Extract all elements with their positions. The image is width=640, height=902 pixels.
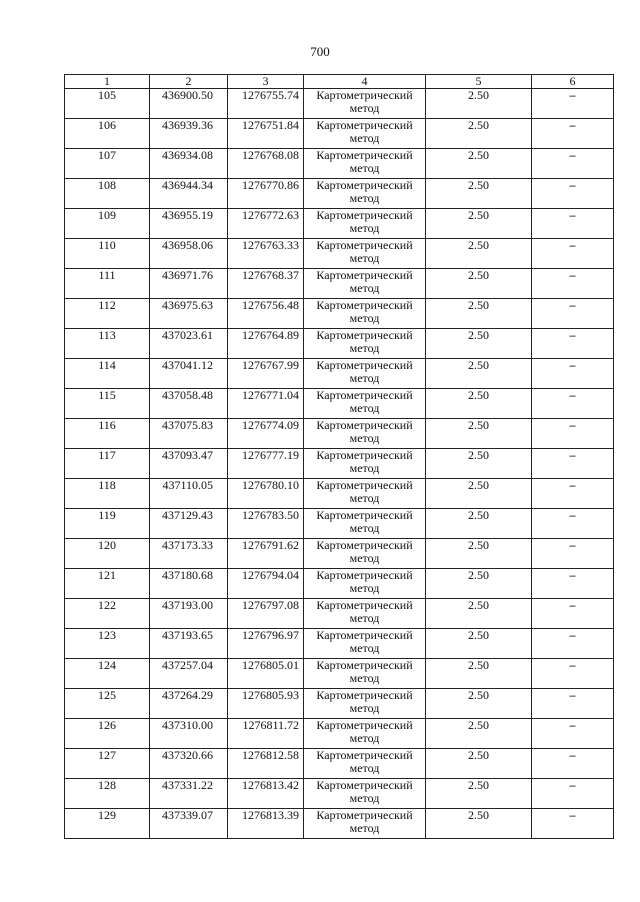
accuracy-cell: 2.50: [426, 449, 532, 479]
table-row: [65, 689, 614, 719]
y-coordinate-cell: 1276780.10: [228, 479, 304, 509]
description-cell: –: [532, 659, 614, 689]
y-coordinate-cell: 1276764.89: [228, 329, 304, 359]
x-coordinate-cell: 437173.33: [150, 539, 228, 569]
point-number-cell: 107: [65, 149, 150, 179]
column-header: 3: [228, 75, 304, 89]
description-cell: –: [532, 629, 614, 659]
table-row: [65, 509, 614, 539]
point-number-cell: 119: [65, 509, 150, 539]
x-coordinate-cell: 437339.07: [150, 809, 228, 839]
accuracy-cell: 2.50: [426, 359, 532, 389]
method-cell: Картометрический метод: [304, 719, 426, 749]
x-coordinate-cell: 436955.19: [150, 209, 228, 239]
table-row: [65, 389, 614, 419]
accuracy-cell: 2.50: [426, 419, 532, 449]
point-number-cell: 126: [65, 719, 150, 749]
table-row: [65, 419, 614, 449]
x-coordinate-cell: 436975.63: [150, 299, 228, 329]
description-cell: –: [532, 89, 614, 119]
x-coordinate-cell: 436939.36: [150, 119, 228, 149]
point-number-cell: 105: [65, 89, 150, 119]
accuracy-cell: 2.50: [426, 209, 532, 239]
accuracy-cell: 2.50: [426, 299, 532, 329]
table-row: [65, 749, 614, 779]
table-body: [65, 89, 614, 839]
point-number-cell: 124: [65, 659, 150, 689]
x-coordinate-cell: 437264.29: [150, 689, 228, 719]
y-coordinate-cell: 1276756.48: [228, 299, 304, 329]
point-number-cell: 117: [65, 449, 150, 479]
table-row: [65, 599, 614, 629]
method-cell: Картометрический метод: [304, 239, 426, 269]
description-cell: –: [532, 389, 614, 419]
accuracy-cell: 2.50: [426, 569, 532, 599]
accuracy-cell: 2.50: [426, 659, 532, 689]
accuracy-cell: 2.50: [426, 539, 532, 569]
table-row: [65, 149, 614, 179]
y-coordinate-cell: 1276813.42: [228, 779, 304, 809]
y-coordinate-cell: 1276805.93: [228, 689, 304, 719]
table-row: [65, 209, 614, 239]
y-coordinate-cell: 1276767.99: [228, 359, 304, 389]
table-row: [65, 359, 614, 389]
y-coordinate-cell: 1276794.04: [228, 569, 304, 599]
x-coordinate-cell: 437129.43: [150, 509, 228, 539]
description-cell: –: [532, 569, 614, 599]
x-coordinate-cell: 436934.08: [150, 149, 228, 179]
x-coordinate-cell: 437041.12: [150, 359, 228, 389]
y-coordinate-cell: 1276751.84: [228, 119, 304, 149]
accuracy-cell: 2.50: [426, 779, 532, 809]
method-cell: Картометрический метод: [304, 779, 426, 809]
description-cell: –: [532, 119, 614, 149]
point-number-cell: 122: [65, 599, 150, 629]
x-coordinate-cell: 437193.00: [150, 599, 228, 629]
x-coordinate-cell: 436958.06: [150, 239, 228, 269]
description-cell: –: [532, 209, 614, 239]
description-cell: –: [532, 359, 614, 389]
y-coordinate-cell: 1276771.04: [228, 389, 304, 419]
description-cell: –: [532, 329, 614, 359]
y-coordinate-cell: 1276763.33: [228, 239, 304, 269]
y-coordinate-cell: 1276768.37: [228, 269, 304, 299]
description-cell: –: [532, 749, 614, 779]
table-row: [65, 629, 614, 659]
description-cell: –: [532, 449, 614, 479]
table-row: [65, 809, 614, 839]
x-coordinate-cell: 437180.68: [150, 569, 228, 599]
x-coordinate-cell: 437257.04: [150, 659, 228, 689]
accuracy-cell: 2.50: [426, 809, 532, 839]
accuracy-cell: 2.50: [426, 119, 532, 149]
table-row: [65, 479, 614, 509]
table-row: [65, 569, 614, 599]
x-coordinate-cell: 437110.05: [150, 479, 228, 509]
x-coordinate-cell: 436944.34: [150, 179, 228, 209]
method-cell: Картометрический метод: [304, 539, 426, 569]
column-header: 5: [426, 75, 532, 89]
page-number: 700: [310, 44, 330, 59]
point-number-cell: 112: [65, 299, 150, 329]
table-row: [65, 239, 614, 269]
method-cell: Картометрический метод: [304, 179, 426, 209]
method-cell: Картометрический метод: [304, 329, 426, 359]
column-header: 4: [304, 75, 426, 89]
table-row: [65, 719, 614, 749]
accuracy-cell: 2.50: [426, 329, 532, 359]
table-row: [65, 449, 614, 479]
method-cell: Картометрический метод: [304, 659, 426, 689]
point-number-cell: 129: [65, 809, 150, 839]
table-header-row: [65, 75, 614, 89]
accuracy-cell: 2.50: [426, 179, 532, 209]
description-cell: –: [532, 689, 614, 719]
x-coordinate-cell: 436900.50: [150, 89, 228, 119]
accuracy-cell: 2.50: [426, 629, 532, 659]
accuracy-cell: 2.50: [426, 89, 532, 119]
point-number-cell: 127: [65, 749, 150, 779]
method-cell: Картометрический метод: [304, 509, 426, 539]
point-number-cell: 121: [65, 569, 150, 599]
point-number-cell: 115: [65, 389, 150, 419]
y-coordinate-cell: 1276797.08: [228, 599, 304, 629]
description-cell: –: [532, 539, 614, 569]
table-row: [65, 329, 614, 359]
accuracy-cell: 2.50: [426, 749, 532, 779]
point-number-cell: 110: [65, 239, 150, 269]
method-cell: Картометрический метод: [304, 569, 426, 599]
table-row: [65, 779, 614, 809]
y-coordinate-cell: 1276796.97: [228, 629, 304, 659]
point-number-cell: 123: [65, 629, 150, 659]
table-row: [65, 269, 614, 299]
x-coordinate-cell: 436971.76: [150, 269, 228, 299]
x-coordinate-cell: 437023.61: [150, 329, 228, 359]
y-coordinate-cell: 1276755.74: [228, 89, 304, 119]
accuracy-cell: 2.50: [426, 239, 532, 269]
description-cell: –: [532, 509, 614, 539]
x-coordinate-cell: 437320.66: [150, 749, 228, 779]
method-cell: Картометрический метод: [304, 209, 426, 239]
method-cell: Картометрический метод: [304, 149, 426, 179]
y-coordinate-cell: 1276791.62: [228, 539, 304, 569]
description-cell: –: [532, 809, 614, 839]
point-number-cell: 114: [65, 359, 150, 389]
method-cell: Картометрический метод: [304, 689, 426, 719]
method-cell: Картометрический метод: [304, 749, 426, 779]
x-coordinate-cell: 437310.00: [150, 719, 228, 749]
point-number-cell: 108: [65, 179, 150, 209]
table-row: [65, 659, 614, 689]
accuracy-cell: 2.50: [426, 599, 532, 629]
y-coordinate-cell: 1276768.08: [228, 149, 304, 179]
accuracy-cell: 2.50: [426, 479, 532, 509]
accuracy-cell: 2.50: [426, 689, 532, 719]
x-coordinate-cell: 437093.47: [150, 449, 228, 479]
description-cell: –: [532, 419, 614, 449]
description-cell: –: [532, 479, 614, 509]
point-number-cell: 109: [65, 209, 150, 239]
description-cell: –: [532, 299, 614, 329]
x-coordinate-cell: 437075.83: [150, 419, 228, 449]
description-cell: –: [532, 179, 614, 209]
point-number-cell: 125: [65, 689, 150, 719]
accuracy-cell: 2.50: [426, 389, 532, 419]
y-coordinate-cell: 1276805.01: [228, 659, 304, 689]
method-cell: Картометрический метод: [304, 599, 426, 629]
description-cell: –: [532, 269, 614, 299]
x-coordinate-cell: 437193.65: [150, 629, 228, 659]
description-cell: –: [532, 239, 614, 269]
method-cell: Картометрический метод: [304, 299, 426, 329]
method-cell: Картометрический метод: [304, 809, 426, 839]
method-cell: Картометрический метод: [304, 389, 426, 419]
y-coordinate-cell: 1276770.86: [228, 179, 304, 209]
y-coordinate-cell: 1276777.19: [228, 449, 304, 479]
method-cell: Картометрический метод: [304, 89, 426, 119]
x-coordinate-cell: 437058.48: [150, 389, 228, 419]
method-cell: Картометрический метод: [304, 359, 426, 389]
coordinates-table: [64, 74, 614, 839]
y-coordinate-cell: 1276812.58: [228, 749, 304, 779]
point-number-cell: 118: [65, 479, 150, 509]
table-row: [65, 89, 614, 119]
x-coordinate-cell: 437331.22: [150, 779, 228, 809]
accuracy-cell: 2.50: [426, 269, 532, 299]
accuracy-cell: 2.50: [426, 509, 532, 539]
table-row: [65, 119, 614, 149]
column-header: 6: [532, 75, 614, 89]
y-coordinate-cell: 1276811.72: [228, 719, 304, 749]
y-coordinate-cell: 1276774.09: [228, 419, 304, 449]
column-header: 1: [65, 75, 150, 89]
description-cell: –: [532, 599, 614, 629]
y-coordinate-cell: 1276783.50: [228, 509, 304, 539]
y-coordinate-cell: 1276813.39: [228, 809, 304, 839]
method-cell: Картометрический метод: [304, 269, 426, 299]
accuracy-cell: 2.50: [426, 719, 532, 749]
point-number-cell: 113: [65, 329, 150, 359]
table-row: [65, 179, 614, 209]
accuracy-cell: 2.50: [426, 149, 532, 179]
method-cell: Картометрический метод: [304, 419, 426, 449]
description-cell: –: [532, 779, 614, 809]
column-header: 2: [150, 75, 228, 89]
description-cell: –: [532, 719, 614, 749]
point-number-cell: 116: [65, 419, 150, 449]
point-number-cell: 106: [65, 119, 150, 149]
description-cell: –: [532, 149, 614, 179]
point-number-cell: 128: [65, 779, 150, 809]
method-cell: Картометрический метод: [304, 119, 426, 149]
method-cell: Картометрический метод: [304, 629, 426, 659]
table-row: [65, 299, 614, 329]
method-cell: Картометрический метод: [304, 449, 426, 479]
y-coordinate-cell: 1276772.63: [228, 209, 304, 239]
point-number-cell: 111: [65, 269, 150, 299]
point-number-cell: 120: [65, 539, 150, 569]
table-row: [65, 539, 614, 569]
method-cell: Картометрический метод: [304, 479, 426, 509]
